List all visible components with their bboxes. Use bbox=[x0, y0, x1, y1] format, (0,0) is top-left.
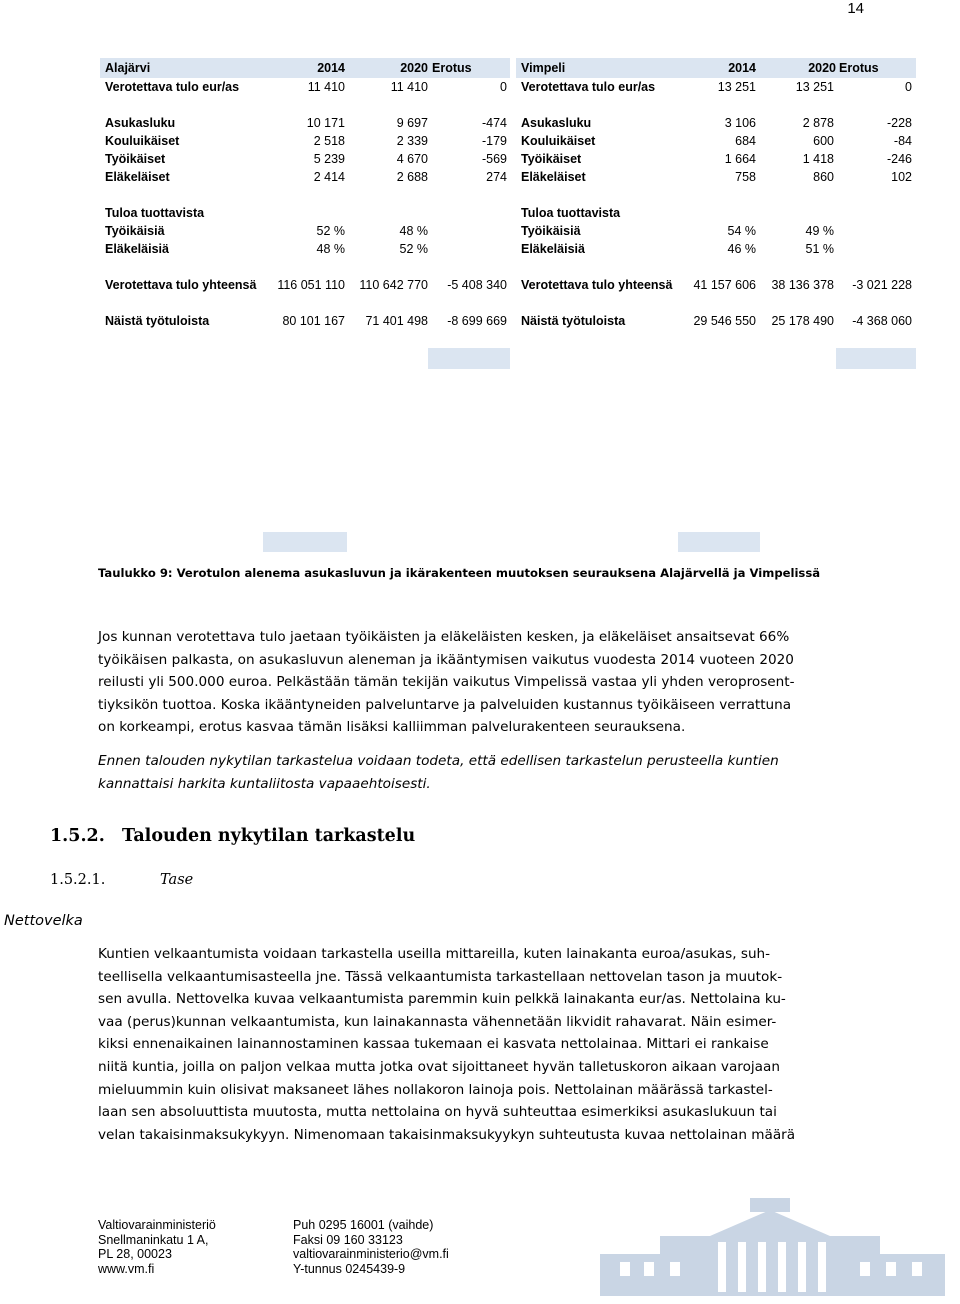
vimpeli-row-value: 13 251 bbox=[795, 80, 834, 94]
text-line: kannattaisi harkita kuntaliitosta vapaaehtoisesti. bbox=[98, 775, 431, 792]
text-line: velan takaisinmaksukykyyn. Nimenomaan takaisinmaksukyykyn suhteutusta kuvaa nettolainan määrä bbox=[98, 1126, 796, 1143]
alajarvi-row-value: 48 % bbox=[316, 242, 345, 256]
alajarvi-row-label: Työikäisiä bbox=[105, 224, 165, 238]
vimpeli-row-value: 51 % bbox=[805, 242, 834, 256]
alajarvi-row-value: 2 339 bbox=[396, 134, 428, 148]
text-line: teellisella velkaantumisasteella jne. Tässä velkaantumista tarkastellaan nettovelan tason ja muutok- bbox=[98, 968, 783, 985]
alajarvi-row-label: Verotettava tulo yhteensä bbox=[105, 278, 257, 292]
highlight-block bbox=[836, 348, 916, 369]
alajarvi-row-value: 9 697 bbox=[396, 116, 428, 130]
vimpeli-row-label: Kouluikäiset bbox=[521, 134, 596, 148]
vimpeli-row-label: Työikäiset bbox=[521, 152, 582, 166]
page-number: 14 bbox=[847, 0, 864, 17]
vimpeli-row-value: 860 bbox=[813, 170, 834, 184]
table-caption: Taulukko 9: Verotulon alenema asukasluvun ja ikärakenteen muutoksen seurauksena Alajärvellä ja Vimpelissä bbox=[98, 566, 821, 580]
vimpeli-row-label: Eläkeläiset bbox=[521, 170, 586, 184]
subsection-number: 1.5.2.1. bbox=[50, 872, 106, 888]
vimpeli-row-value: 1 418 bbox=[802, 152, 834, 166]
vimpeli-row-value: 684 bbox=[735, 134, 756, 148]
text-line: Kuntien velkaantumista voidaan tarkastella useilla mittareilla, kuten lainakanta euroa/asukas, suh- bbox=[98, 946, 771, 962]
vimpeli-row-label: Verotettava tulo yhteensä bbox=[521, 278, 673, 292]
vimpeli-row-value: 38 136 378 bbox=[771, 278, 834, 292]
alajarvi-row-value: 48 % bbox=[399, 224, 428, 238]
text-line: kiksi ennenaikainen lainannostaminen kassaa tukemaan ei kasvata nettolainaa. Mittari ei rankaise bbox=[98, 1036, 769, 1053]
paragraph-2 bbox=[98, 750, 878, 795]
vimpeli-row-value: 54 % bbox=[727, 224, 756, 238]
vimpeli-header-2020: 2020 bbox=[808, 61, 836, 75]
text-line: työikäisen palkasta, on asukasluvun aleneman ja ikääntymisen vaikutus vuodesta 2014 vuoteen 2020 bbox=[98, 651, 794, 668]
alajarvi-row-value: -474 bbox=[481, 116, 507, 130]
vimpeli-header-2014: 2014 bbox=[728, 61, 756, 75]
alajarvi-row-label: Verotettava tulo eur/as bbox=[105, 80, 240, 94]
alajarvi-row-label: Tuloa tuottavista bbox=[105, 206, 205, 220]
footer-contact-right bbox=[293, 1218, 449, 1277]
alajarvi-row-value: 116 051 110 bbox=[277, 278, 345, 292]
alajarvi-row-value: 80 101 167 bbox=[282, 314, 345, 328]
vimpeli-row-value: -3 021 228 bbox=[852, 278, 912, 292]
paragraph-1 bbox=[98, 626, 878, 739]
alajarvi-row-value: 52 % bbox=[316, 224, 345, 238]
alajarvi-row-value: 5 239 bbox=[313, 152, 345, 166]
text-line: sen avulla. Nettovelka kuvaa velkaantumista paremmin kuin pelkkä lainakanta eur/as. Nettolaina ku- bbox=[98, 991, 786, 1008]
vimpeli-row-label: Verotettava tulo eur/as bbox=[521, 80, 656, 94]
alajarvi-row-value: 2 518 bbox=[313, 134, 345, 148]
vimpeli-row-value: 102 bbox=[891, 170, 912, 184]
vimpeli-row-label: Näistä työtuloista bbox=[521, 314, 626, 328]
vimpeli-row-label: Työikäisiä bbox=[521, 224, 581, 238]
footer-line: Snellmaninkatu 1 A, bbox=[98, 1232, 209, 1247]
section-title: Talouden nykytilan tarkastelu bbox=[122, 826, 416, 846]
alajarvi-row-value: -569 bbox=[481, 152, 507, 166]
footer-email-link[interactable]: valtiovarainministerio@vm.fi bbox=[293, 1247, 449, 1262]
text-line: Ennen talouden nykytilan tarkastelua voidaan todeta, että edellisen tarkastelun perusteella kuntien bbox=[98, 753, 779, 769]
alajarvi-row-value: -8 699 669 bbox=[447, 314, 507, 328]
vimpeli-row-label: Asukasluku bbox=[521, 116, 592, 130]
alajarvi-row-value: 11 410 bbox=[390, 80, 428, 94]
paragraph-3 bbox=[98, 943, 878, 1146]
alajarvi-row-value: 52 % bbox=[399, 242, 428, 256]
footer-line: Puh 0295 16001 (vaihde) bbox=[293, 1218, 434, 1232]
footer-line: PL 28, 00023 bbox=[98, 1247, 172, 1262]
text-line: vaa (perus)kunnan velkaantumista, kun lainakannasta vähennetään likvidit rahavarat. Näin esimer- bbox=[98, 1013, 777, 1030]
subsection-title: Tase bbox=[160, 872, 194, 888]
footer-line: Valtiovarainministeriö bbox=[98, 1218, 216, 1232]
vimpeli-row-value: 1 664 bbox=[724, 152, 756, 166]
vimpeli-header-name: Vimpeli bbox=[521, 61, 566, 75]
alajarvi-row-value: 110 642 770 bbox=[359, 278, 428, 292]
vimpeli-row-value: -4 368 060 bbox=[852, 314, 912, 328]
text-line: on korkeampi, erotus kasvaa tämän lisäksi kalliimman palvelurakenteen seurauksena. bbox=[98, 719, 686, 736]
alajarvi-header-erotus: Erotus bbox=[432, 61, 472, 75]
alajarvi-header-name: Alajärvi bbox=[105, 61, 151, 75]
section-number: 1.5.2. bbox=[50, 826, 105, 846]
alajarvi-row-label: Työikäiset bbox=[105, 152, 166, 166]
vimpeli-header-erotus: Erotus bbox=[839, 61, 879, 75]
vimpeli-row-label: Tuloa tuottavista bbox=[521, 206, 621, 220]
vimpeli-row-value: 29 546 550 bbox=[693, 314, 756, 328]
vimpeli-row-value: -228 bbox=[886, 116, 912, 130]
alajarvi-row-value: 274 bbox=[486, 170, 507, 184]
footer-link[interactable]: www.vm.fi bbox=[98, 1262, 155, 1277]
vimpeli-row-value: 25 178 490 bbox=[771, 314, 834, 328]
alajarvi-row-value: 71 401 498 bbox=[365, 314, 428, 328]
vimpeli-row-value: 0 bbox=[905, 80, 912, 94]
vimpeli-row-value: 600 bbox=[813, 134, 834, 148]
vimpeli-row-value: -84 bbox=[893, 134, 912, 148]
text-line: Jos kunnan verotettava tulo jaetaan työikäisten ja eläkeläisten kesken, ja eläkeläiset ansaitsevat 66% bbox=[98, 629, 790, 645]
alajarvi-table bbox=[100, 58, 510, 338]
text-line: reilusti yli 500.000 euroa. Pelkästään tämän tekijän vaikutus Vimpelissä vastaa yli yhden veroprosent- bbox=[98, 674, 795, 691]
alajarvi-row-value: 2 688 bbox=[396, 170, 428, 184]
text-line: niitä kuntia, joilla on paljon velkaa mutta jotka ovat sijoittaneet hyvän talletuskoron aikaan varojaan bbox=[98, 1058, 780, 1075]
vimpeli-row-value: 3 106 bbox=[724, 116, 756, 130]
alajarvi-row-label: Näistä työtuloista bbox=[105, 314, 210, 328]
alajarvi-header-2020: 2020 bbox=[400, 61, 428, 75]
vimpeli-row-value: 49 % bbox=[805, 224, 834, 238]
alajarvi-row-label: Kouluikäiset bbox=[105, 134, 180, 148]
alajarvi-row-value: -5 408 340 bbox=[447, 278, 507, 292]
vimpeli-row-value: 13 251 bbox=[717, 80, 756, 94]
section-heading bbox=[50, 826, 416, 846]
vimpeli-table bbox=[516, 58, 916, 338]
vimpeli-row-value: 46 % bbox=[727, 242, 756, 256]
text-line: mieluummin kuin olisivat maksaneet lähes nollakoron lainoja pois. Nettolainan määrässä tarkastel- bbox=[98, 1081, 773, 1098]
alajarvi-row-value: 11 410 bbox=[307, 80, 345, 94]
alajarvi-row-label: Eläkeläisiä bbox=[105, 242, 169, 256]
highlight-block bbox=[678, 532, 760, 552]
alajarvi-row-value: 0 bbox=[500, 80, 507, 94]
footer-line: Y-tunnus 0245439-9 bbox=[293, 1262, 406, 1277]
vimpeli-row-value: 2 878 bbox=[802, 116, 834, 130]
text-line: tiyksikön tuottoa. Koska ikääntyneiden palveluntarve ja palveluiden kustannus työikäiseen verrattuna bbox=[98, 696, 792, 713]
alajarvi-row-label: Eläkeläiset bbox=[105, 170, 170, 184]
text-line: laan sen absoluuttista muutosta, mutta nettolaina on hyvä suhteuttaa esimerkiksi asukaslukuun tai bbox=[98, 1104, 777, 1121]
alajarvi-row-value: 10 171 bbox=[306, 116, 345, 130]
alajarvi-header-2014: 2014 bbox=[317, 61, 345, 75]
subsection-heading bbox=[50, 872, 194, 888]
highlight-block bbox=[263, 532, 347, 552]
alajarvi-row-label: Asukasluku bbox=[105, 116, 176, 130]
government-building-image bbox=[600, 1196, 945, 1296]
side-label: Nettovelka bbox=[4, 913, 83, 929]
highlight-block bbox=[428, 348, 510, 369]
alajarvi-row-value: 2 414 bbox=[313, 170, 345, 184]
vimpeli-row-value: 41 157 606 bbox=[693, 278, 756, 292]
vimpeli-row-value: -246 bbox=[886, 152, 912, 166]
vimpeli-row-label: Eläkeläisiä bbox=[521, 242, 585, 256]
footer-line: Faksi 09 160 33123 bbox=[293, 1232, 403, 1247]
alajarvi-row-value: -179 bbox=[481, 134, 507, 148]
vimpeli-row-value: 758 bbox=[735, 170, 756, 184]
alajarvi-row-value: 4 670 bbox=[396, 152, 428, 166]
footer-contact-left bbox=[98, 1218, 216, 1277]
